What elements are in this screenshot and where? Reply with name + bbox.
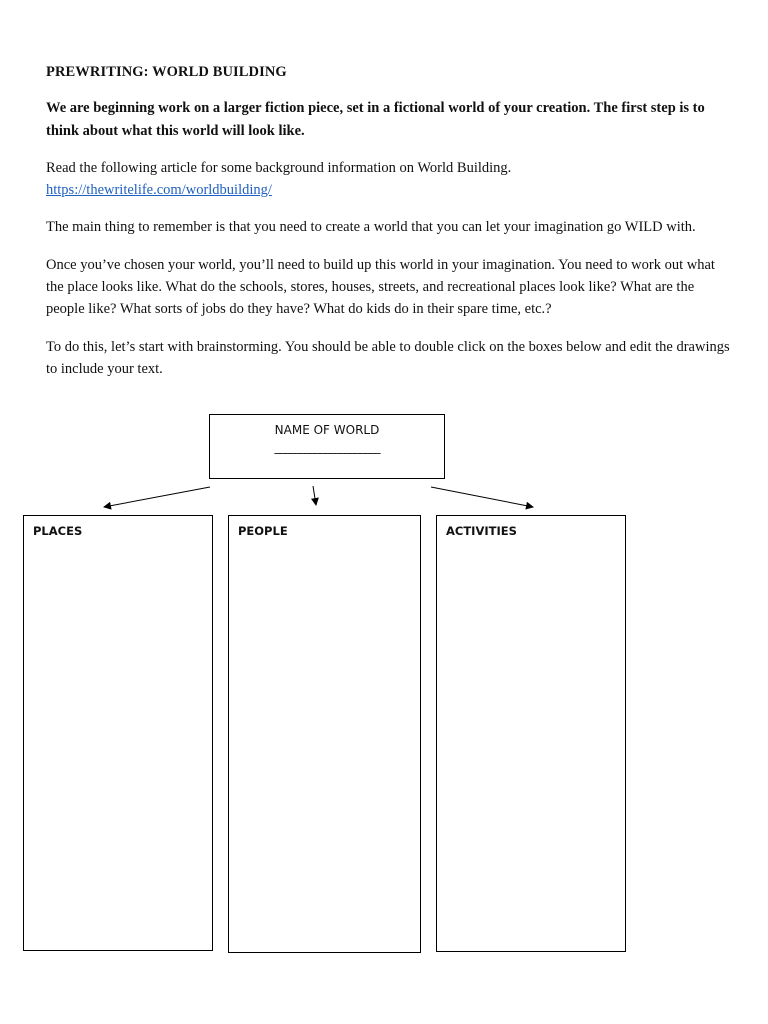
people-box[interactable] xyxy=(228,515,421,953)
main-thing-paragraph: The main thing to remember is that you need to create a world that you can let your imagination go WILD with. xyxy=(46,219,696,235)
places-label: PLACES xyxy=(33,524,83,538)
people-label: PEOPLE xyxy=(238,524,288,538)
document-heading: PREWRITING: WORLD BUILDING xyxy=(46,64,287,80)
arrow-to-people xyxy=(313,486,316,505)
arrow-to-activities xyxy=(431,487,533,507)
brainstorming-instruction: To do this, let’s start with brainstorming. You should be able to double click on the boxes below and edit the drawings to include your text. xyxy=(46,339,730,377)
article-link[interactable]: https://thewritelife.com/worldbuilding/ xyxy=(46,182,272,198)
name-of-world-blank-line: _____________________ xyxy=(274,440,380,454)
places-box[interactable] xyxy=(23,515,213,951)
article-instruction: Read the following article for some background information on World Building. xyxy=(46,160,512,176)
name-of-world-label: NAME OF WORLD xyxy=(274,423,380,437)
name-of-world-box[interactable] xyxy=(209,414,445,479)
activities-box[interactable] xyxy=(436,515,626,952)
activities-label: ACTIVITIES xyxy=(446,524,517,538)
world-details-paragraph: Once you’ve chosen your world, you’ll need to build up this world in your imagination. You need to work out what the place looks like. What do the schools, stores, houses, streets, and recreational places look like? What are the people like? What sorts of jobs do they have? What do kids do in their spare time, etc.? xyxy=(46,257,715,317)
intro-paragraph: We are beginning work on a larger fiction piece, set in a fictional world of your creation. The first step is to think about what this world will look like. xyxy=(46,100,705,139)
arrow-to-places xyxy=(104,487,210,507)
